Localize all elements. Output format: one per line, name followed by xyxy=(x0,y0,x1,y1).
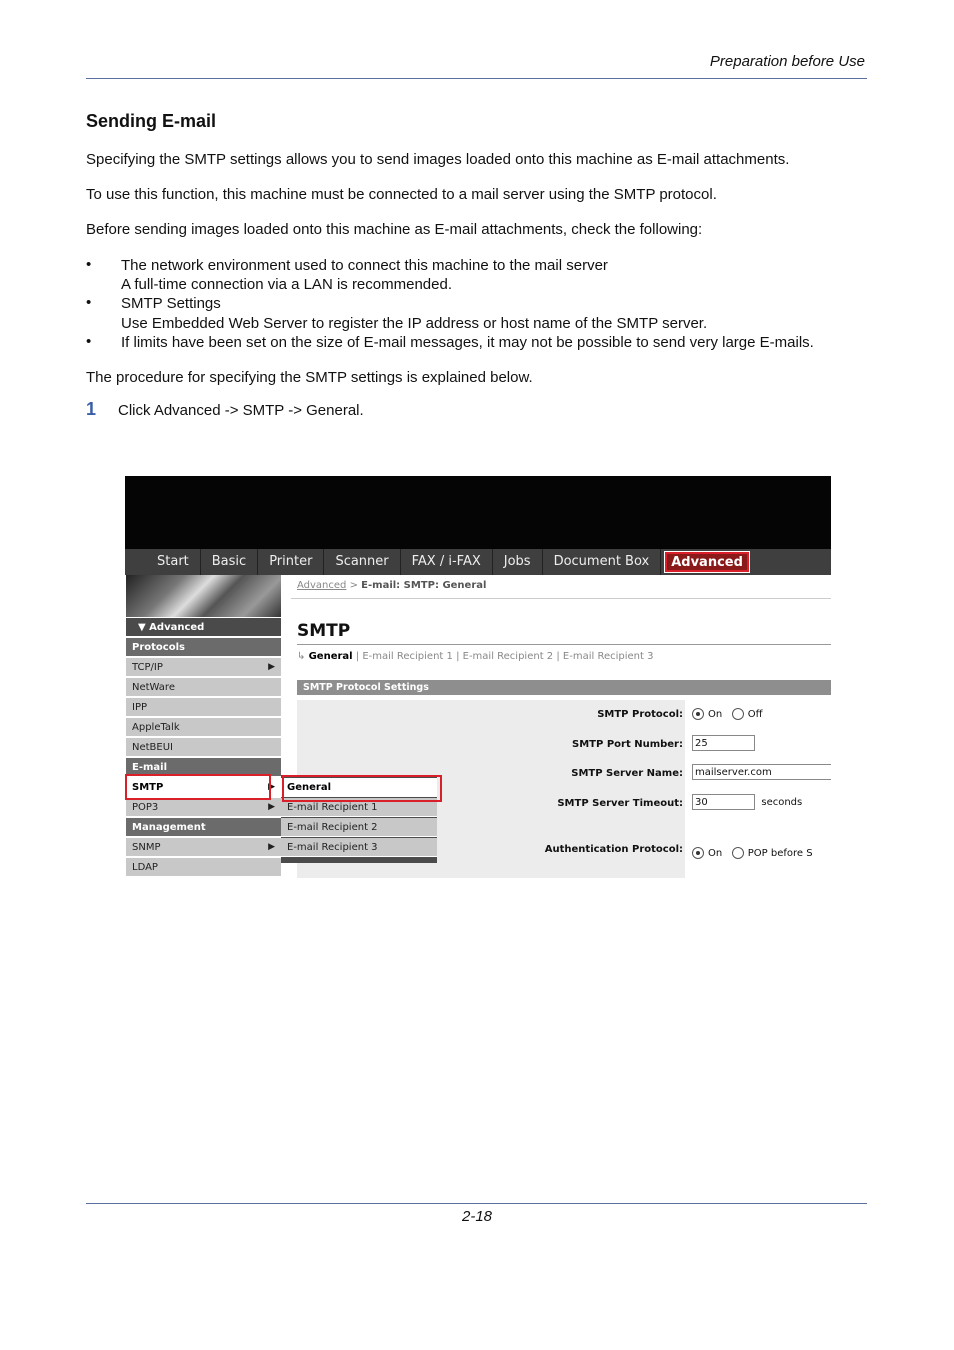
sidebar-item-label: Advanced xyxy=(149,622,205,633)
timeout-unit: seconds xyxy=(761,797,803,808)
breadcrumb-link[interactable]: Advanced xyxy=(297,580,347,591)
step-text: Click Advanced -> SMTP -> General. xyxy=(118,402,364,419)
highlight-general xyxy=(282,775,442,802)
auth-on-radio[interactable] xyxy=(692,847,704,859)
smtp-timeout-label: SMTP Server Timeout: xyxy=(557,798,683,809)
paragraph: The procedure for specifying the SMTP settings is explained below. xyxy=(86,369,533,386)
section-bar: SMTP Protocol Settings xyxy=(297,680,831,695)
submenu-item-general[interactable]: General xyxy=(281,778,437,797)
chevron-right-icon: ▶ xyxy=(268,842,275,852)
smtp-protocol-label: SMTP Protocol: xyxy=(597,709,683,720)
sidebar-header-protocols: Protocols xyxy=(126,638,281,657)
submenu-item-recipient-3[interactable]: E-mail Recipient 3 xyxy=(281,838,437,857)
paragraph: Specifying the SMTP settings allows you to send images loaded onto this machine as E-mail attachments. xyxy=(86,151,790,168)
sidebar-item-ldap[interactable]: LDAP xyxy=(126,858,281,877)
bullet-symbol: • xyxy=(86,256,92,273)
auth-pop-radio[interactable] xyxy=(732,847,744,859)
tab-bar xyxy=(125,549,831,575)
breadcrumb xyxy=(297,580,486,591)
subnav-separator: | xyxy=(355,651,360,662)
tab-scanner[interactable]: Scanner xyxy=(324,549,400,575)
highlight-smtp xyxy=(125,774,271,800)
chevron-right-icon: ▶ xyxy=(268,662,275,672)
smtp-port-field xyxy=(692,735,755,751)
subnav-recipient-3[interactable]: E-mail Recipient 3 xyxy=(562,651,654,662)
sidebar-image xyxy=(126,575,281,617)
bullet-subtext: Use Embedded Web Server to register the IP address or host name of the SMTP server. xyxy=(121,315,708,332)
sidebar-item-label: SMTP xyxy=(132,782,164,793)
paragraph: Before sending images loaded onto this machine as E-mail attachments, check the following: xyxy=(86,221,703,238)
bullet-symbol: • xyxy=(86,333,92,350)
sidebar-item-label: SNMP xyxy=(132,842,161,853)
submenu-item-recipient-1[interactable]: E-mail Recipient 1 xyxy=(281,798,437,817)
radio-label: On xyxy=(708,848,723,859)
smtp-timeout-field xyxy=(692,794,802,810)
subnav-separator: | xyxy=(556,651,560,662)
chevron-down-icon: ▼ xyxy=(138,622,150,633)
bullet-text: The network environment used to connect this machine to the mail server xyxy=(121,257,608,274)
smtp-protocol-field xyxy=(692,708,763,720)
smtp-server-name-field xyxy=(692,764,831,780)
sidebar-header-management: Management xyxy=(126,818,281,837)
step-number: 1 xyxy=(86,399,97,419)
tab-jobs[interactable]: Jobs xyxy=(493,549,543,575)
paragraph: To use this function, this machine must be connected to a mail server using the SMTP protocol. xyxy=(86,186,717,203)
arrow-icon: ↳ xyxy=(297,651,306,662)
chevron-right-icon: ▶ xyxy=(268,802,275,812)
smtp-port-label: SMTP Port Number: xyxy=(572,739,683,750)
section-title: Sending E-mail xyxy=(86,111,217,131)
sub-navigation xyxy=(297,651,653,662)
smtp-server-name-input[interactable]: mailserver.com xyxy=(692,764,831,780)
tab-printer[interactable]: Printer xyxy=(258,549,324,575)
bullet-text: If limits have been set on the size of E-mail messages, it may not be possible to send very large E-mails. xyxy=(121,334,814,351)
smtp-protocol-off-radio[interactable] xyxy=(732,708,744,720)
tab-fax[interactable]: FAX / i-FAX xyxy=(401,549,493,575)
subnav-separator: | xyxy=(456,651,460,662)
subnav-recipient-1[interactable]: E-mail Recipient 1 xyxy=(362,651,453,662)
auth-protocol-field xyxy=(692,847,813,859)
subnav-recipient-2[interactable]: E-mail Recipient 2 xyxy=(462,651,554,662)
sidebar xyxy=(125,575,281,878)
tab-document-box[interactable]: Document Box xyxy=(543,549,662,575)
submenu-item-recipient-2[interactable]: E-mail Recipient 2 xyxy=(281,818,437,837)
tab-start[interactable]: Start xyxy=(125,549,201,575)
breadcrumb-rule xyxy=(291,598,831,599)
bullet-symbol: • xyxy=(86,294,92,311)
radio-label: On xyxy=(708,709,723,720)
page-number: 2-18 xyxy=(461,1208,493,1225)
sidebar-item-snmp[interactable] xyxy=(126,838,281,857)
subnav-current: General xyxy=(308,651,353,662)
sidebar-item-appletalk[interactable]: AppleTalk xyxy=(126,718,281,737)
sidebar-header-email: E-mail xyxy=(126,758,281,777)
tab-advanced[interactable] xyxy=(665,552,749,572)
breadcrumb-separator: > xyxy=(349,580,358,591)
sidebar-item-netbeui[interactable]: NetBEUI xyxy=(126,738,281,757)
sidebar-item-label: TCP/IP xyxy=(132,662,163,673)
chevron-right-icon: ▶ xyxy=(268,782,275,792)
title-rule xyxy=(297,644,831,645)
radio-label: POP before S xyxy=(747,848,813,859)
footer-rule xyxy=(86,1203,867,1204)
sidebar-item-ipp[interactable]: IPP xyxy=(126,698,281,717)
banner xyxy=(125,476,831,549)
sidebar-item-advanced[interactable] xyxy=(126,618,281,637)
sidebar-item-tcpip[interactable] xyxy=(126,658,281,677)
smtp-protocol-on-radio[interactable] xyxy=(692,708,704,720)
running-header: Preparation before Use xyxy=(709,53,865,70)
sidebar-item-pop3[interactable] xyxy=(126,798,281,817)
breadcrumb-current: E-mail: SMTP: General xyxy=(361,580,487,591)
sidebar-item-netware[interactable]: NetWare xyxy=(126,678,281,697)
bullet-subtext: A full-time connection via a LAN is recommended. xyxy=(121,276,452,293)
radio-label: Off xyxy=(747,709,763,720)
header-rule xyxy=(86,78,867,79)
tab-basic[interactable]: Basic xyxy=(201,549,258,575)
page-title: SMTP xyxy=(297,621,351,641)
tab-advanced-label: Advanced xyxy=(671,555,743,570)
auth-protocol-label: Authentication Protocol: xyxy=(544,844,683,855)
embedded-web-server-screenshot xyxy=(125,476,831,878)
smtp-server-name-label: SMTP Server Name: xyxy=(571,768,683,779)
bullet-text: SMTP Settings xyxy=(121,295,221,312)
smtp-timeout-input[interactable]: 30 xyxy=(692,794,755,810)
sidebar-item-label: POP3 xyxy=(132,802,159,813)
smtp-port-input[interactable]: 25 xyxy=(692,735,755,751)
